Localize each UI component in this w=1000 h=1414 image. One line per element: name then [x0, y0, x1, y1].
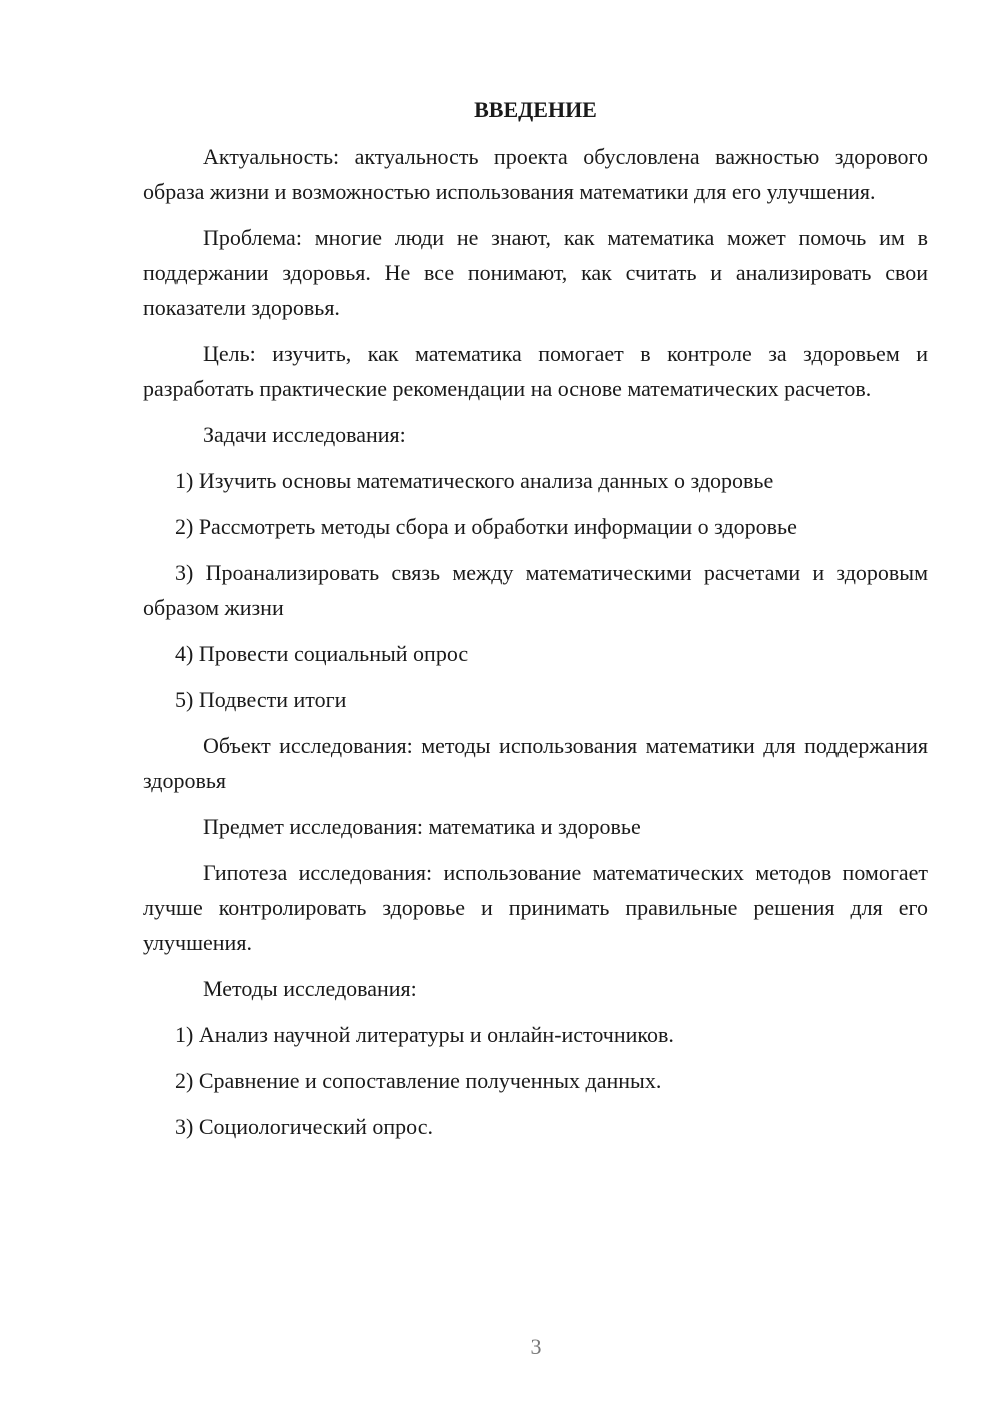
method-item-3: 3) Социологический опрос.	[175, 1114, 433, 1139]
tasks-heading: Задачи исследования:	[203, 422, 406, 447]
object-paragraph: Объект исследования: методы использования математики для поддержания здоровья	[143, 733, 928, 793]
task-item-2: 2) Рассмотреть методы сбора и обработки информации о здоровье	[175, 514, 797, 539]
methods-heading: Методы исследования:	[203, 976, 417, 1001]
method-item-2: 2) Сравнение и сопоставление полученных данных.	[175, 1068, 662, 1093]
relevance-paragraph: Актуальность: актуальность проекта обусловлена важностью здорового образа жизни и возможностью использования математики для его улучшения.	[143, 144, 928, 204]
document-title: ВВЕДЕНИЕ	[474, 97, 597, 122]
task-item-3: 3) Проанализировать связь между математическими расчетами и здоровым образом жизни	[143, 560, 928, 620]
hypothesis-paragraph: Гипотеза исследования: использование математических методов помогает лучше контролировать здоровье и принимать правильные решения для его улучшения.	[143, 860, 928, 955]
subject-paragraph: Предмет исследования: математика и здоровье	[203, 814, 641, 839]
method-item-1: 1) Анализ научной литературы и онлайн-источников.	[175, 1022, 674, 1047]
goal-paragraph: Цель: изучить, как математика помогает в контроле за здоровьем и разработать практические рекомендации на основе математических расчетов.	[143, 341, 928, 401]
problem-paragraph: Проблема: многие люди не знают, как математика может помочь им в поддержании здоровья. Не все понимают, как считать и анализировать свои показатели здоровья.	[143, 225, 928, 320]
page-number: 3	[530, 1334, 542, 1359]
task-item-1: 1) Изучить основы математического анализа данных о здоровье	[175, 468, 774, 493]
task-item-5: 5) Подвести итоги	[175, 687, 347, 712]
task-item-4: 4) Провести социальный опрос	[175, 641, 469, 666]
document-page	[143, 92, 928, 1155]
